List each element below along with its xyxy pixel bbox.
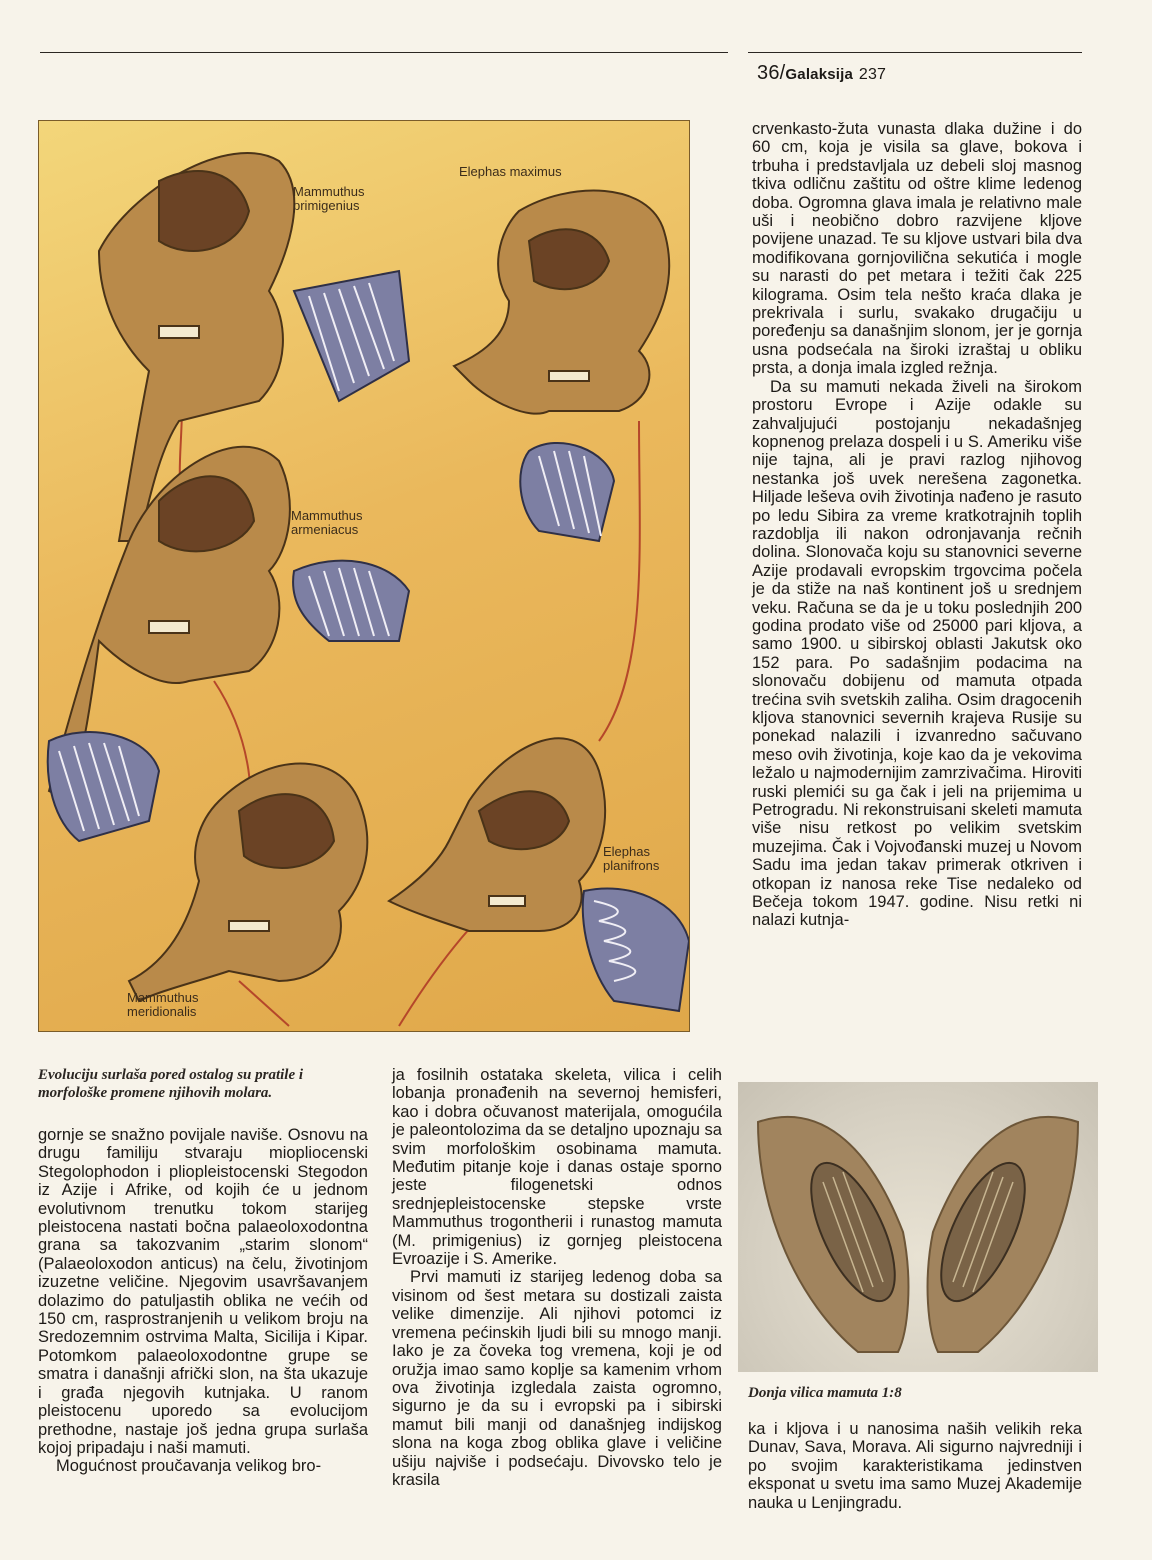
- paragraph: Mogućnost proučavanja velikog bro-: [56, 1457, 322, 1476]
- header-rule-right: [748, 52, 1082, 53]
- column-2: [392, 1066, 722, 1489]
- paragraph: Da su mamuti nekada živeli na širokom prostoru Evrope i Azije odakle su zahvaljujući postojanju nekadašnjeg kopnenog prelaza dospeli i u S. Ameriku više nije tajna, ali je pravi razlog njihovog nestanka još uvek nerešena zagonetka. Hiljade leševa ovih životinja nađeno je rasuto po ledu Sibira za vreme kratkotrajnih toplih razdoblja ili nakon odronjavanja rečnih dolina. Slonovača koju su stanovnici severne Azije prodavali evropskim trgovcima počela je da stiže na naš kontinent još u srednjem veku. Računa se da je u toku poslednjih 200 godina prodato više od 25000 pari kljova, a samo 1900. u sibirskoj oblasti Jakutsk oko 152 para. Po sadašnjim podacima na slonovaču dobijenu od mamuta otpada trećina svih svetskih zaliha. Osim dragocenih kljova stanovnici severnih krajeva Rusije su ponekad nalazili i izvanredno sačuvano meso ovih životinja, koje kao da je vekovima ležalo u najmodernijim zamrzivačima. Hiroviti ruski plemići su ga čak i jeli na prijemima u Petrogradu. Ni rekonstruisani skeleti mamuta više nisu retkost po velikim svetskim muzejima. Čak i Vojvođanski muzej u Novom Sadu ima jedan takav primerak otkriven i otkopan iz nanosa reke Tise nedaleko od Bečeja tokom 1947. godine. Nisu retki ni nalazi kutnja-: [752, 377, 1082, 930]
- molar-meridionalis: [48, 732, 159, 841]
- jaw-image: [738, 1082, 1098, 1372]
- skull-maximus: [454, 191, 669, 414]
- label-primigenius: Mammuthus primigenius: [293, 184, 365, 213]
- figure-caption: Evoluciju surlaša pored ostalog su pratile i morfološke promene njihovih molara.: [38, 1067, 304, 1101]
- evolution-drawing: [39, 121, 689, 1031]
- label-meridionalis: Mammuthus meridionalis: [127, 990, 199, 1019]
- column-3: [752, 120, 1082, 930]
- issue-number: 36/: [757, 62, 786, 84]
- molar-primigenius: [294, 271, 409, 401]
- photo-caption: Donja vilica mamuta 1:8: [748, 1385, 902, 1401]
- label-planifrons: Elephas planifrons: [603, 844, 660, 873]
- page-folio: [757, 62, 886, 85]
- page-number: 237: [858, 66, 887, 83]
- column-1: [38, 1126, 368, 1476]
- header-rule-left: [40, 52, 728, 53]
- paragraph: crvenkasto-žuta vunasta dlaka dužine i do 60 cm, koja je visila sa glave, bokova i trbuha i predstavljala uz debeli sloj masnog tkiva odličnu zaštitu od oštre klime ledenog doba. Ogromna glava imala je relativno male uši i neobično dobro razvijene kljove povijene unazad. Te su kljove ustvari bila dva modifikovana gornjovilična sekutića i mogle su narasti do pet metara i težiti čak 225 kilograma. Osim tela nešto kraća dlaka je prekrivala i surlu, svakako drugačiju u poređenju sa današnjim slonom, jer je gornja usna podsećala na široki izraštaj u obliku prsta, a donja imala izgled režnja.: [752, 120, 1082, 378]
- publication-name: Galaksija: [785, 66, 854, 83]
- label-armeniacus: Mammuthus armeniacus: [291, 508, 363, 537]
- molar-maximus: [520, 443, 614, 541]
- skull-meridionalis: [129, 764, 367, 1002]
- paragraph: gornje se snažno povijale naviše. Osnovu na drugu familiju stvaraju miopliocenski Stegolophodon i pliopleistocenski Stegodon iz Azije i Afrike, od kojih će u jednom evolutivnom trenutku tokom starijeg pleistocena nastati bočna palaeoloxodontna grana sa takozvanim „starim slonom“ (Palaeoloxodon anticus) na čelu, životinjom izuzetne veličine. Njegovim usavršavanjem dolazimo do patuljastih oblika ne većih od 150 cm, rasprostranjenih u velikom broju na Sredozemnim ostrvima Malta, Sicilija i Kipar. Potomkom palaeoloxodontne grupe se smatra i današnji afrički slon, na šta ukazuje i građa njegovih kutnjaka. U ranom pleistocenu uporedo sa evolucijom prethodne, nastaje još jedna grupa surlaša kojoj pripadaju i naši mamuti.: [38, 1126, 368, 1457]
- evolution-illustration: [38, 120, 690, 1032]
- label-maximus: Elephas maximus: [459, 164, 562, 179]
- paragraph: ja fosilnih ostataka skeleta, vilica i celih lobanja pronađenih na severnoj hemisferi, kao i dobra očuvanost materijala, omogućila je paleontolozima da se detaljno upoznaju sa svim morfološkim osobinama mamuta. Međutim pitanje koje i danas ostaje sporno jeste filogenetski odnos srednjepleistocenske stepske vrste Mammuthus trogontherii i runastog mamuta (M. primigenius) iz gornjeg pleistocena Evroazije i S. Amerike.: [392, 1066, 722, 1269]
- molar-armeniacus: [293, 561, 409, 641]
- paragraph: ka i kljova i u nanosima naših velikih reka Dunav, Sava, Morava. Ali sigurno najvredniji i po svojim karakteristikama jedinstven eksponat u svetu ima samo Muzej Akademije nauka u Lenjingradu.: [748, 1420, 1082, 1512]
- molar-planifrons: [583, 888, 689, 1011]
- jaw-photo: [738, 1082, 1098, 1372]
- column-4: [748, 1420, 1082, 1512]
- skull-planifrons: [389, 738, 605, 931]
- paragraph: Prvi mamuti iz starijeg ledenog doba sa visinom od šest metara su dostizali zaista velike dimenzije. Ali njihovi potomci iz vremena pećinskih ljudi bili su mnogo manji. Iako je za čoveka tog vremena, koji je od oružja imao samo koplje sa kamenim vrhom ova životinja izgledala zaista ogromno, sigurno je da su i evropski pa i sibirski mamut bili manji od današnjeg indijskog slona na koga zbog oblika glave i veličine ušiju najviše i podsećaju. Divovsko telo je krasila: [392, 1268, 722, 1489]
